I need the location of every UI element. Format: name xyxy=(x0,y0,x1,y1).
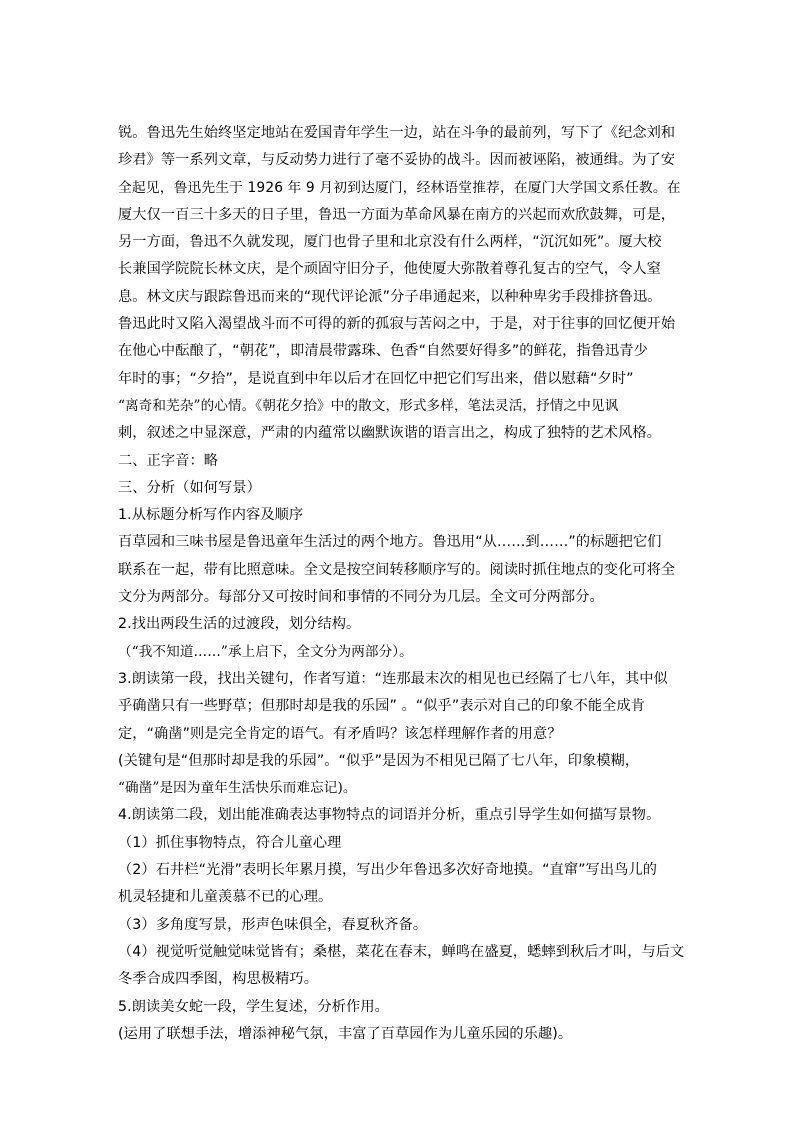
text-line: 4.朗读第二段，划出能准确表达事物特点的词语并分析，重点引导学生如何描写景物。 xyxy=(118,807,661,824)
text-line: （3）多角度写景，形声色味俱全，春夏秋齐备。 xyxy=(118,916,428,933)
text-line: 百草园和三味书屋是鲁迅童年生活过的两个地方。鲁迅用“从……到……”的标题把它们 xyxy=(118,534,662,551)
text-line: 鲁迅此时又陷入渴望战斗而不可得的新的孤寂与苦闷之中，于是，对于往事的回忆便开始 xyxy=(118,316,676,333)
text-line: 2.找出两段生活的过渡段，划分结构。 xyxy=(118,616,361,633)
text-line: （4）视觉听觉触觉味觉皆有；桑椹，菜花在春末，蝉鸣在盛夏，蟋蟀到秋后才叫，与后文 xyxy=(118,943,684,960)
text-line: “离奇和芜杂”的心情。《朝花夕拾》中的散文，形式多样，笔法灵活，抒情之中见讽 xyxy=(118,397,619,414)
text-line: 锐。鲁迅先生始终坚定地站在爱国青年学生一边，站在斗争的最前列，写下了《纪念刘和 xyxy=(118,125,676,141)
text-line: 文分为两部分。每部分又可按时间和事情的不同分为几层。全文可分两部分。 xyxy=(118,589,604,606)
text-line: 珍君》等一系列文章，与反动势力进行了毫不妥协的战斗。因而被诬陷，被通缉。为了安 xyxy=(118,152,676,169)
text-line: (运用了联想手法，增添神秘气氛，丰富了百草园作为儿童乐园的乐趣)。 xyxy=(118,1025,573,1042)
text-line: 年时的事；“夕拾”，是说直到中年以后才在回忆中把它们写出来，借以慰藉“夕时” xyxy=(118,370,634,387)
text-line: 刺，叙述之中显深意，严肃的内蕴常以幽默诙谐的语言出之，构成了独特的艺术风格。 xyxy=(118,425,661,442)
text-line: （1）抓住事物特点，符合儿童心理 xyxy=(118,834,342,851)
text-line: (关键句是“但那时却是我的乐园”。“似乎”是因为不相见已隔了七八年，印象模糊， xyxy=(118,752,640,769)
text-line: 乎确凿只有一些野草；但那时却是我的乐园” 。“似乎”表示对自己的印象不能全成肯 xyxy=(118,698,646,715)
text-line: （2）石井栏“光滑”表明长年累月摸，写出少年鲁迅多次好奇地摸。“直窜”写出鸟儿的 xyxy=(118,862,657,879)
text-line: 息。林文庆与跟踪鲁迅而来的“现代评论派”分子串通起来，以种种卑劣手段排挤鲁迅。 xyxy=(118,288,662,305)
text-line: 在他心中酝酿了，“朝花”，即清晨带露珠、色香“自然要好得多”的鲜花，指鲁迅青少 xyxy=(118,343,648,360)
text-line: 另一方面，鲁迅不久就发现，厦门也骨子里和北京没有什么两样，“沉沉如死”。厦大校 xyxy=(118,234,662,251)
text-line: 长兼国学院院长林文庆，是个顽固守旧分子，他使厦大弥散着尊孔复古的空气，令人窒 xyxy=(118,261,661,278)
text-line: 二、正字音：略 xyxy=(118,452,219,469)
text-line: “确凿”是因为童年生活快乐而难忘记)。 xyxy=(118,780,357,797)
text-line: 全起见，鲁迅先生于 1926 年 9 月初到达厦门，经林语堂推荐，在厦门大学国文系任教。在 xyxy=(118,179,681,196)
document-body xyxy=(118,120,684,1048)
text-line: 冬季合成四季图，构思极精巧。 xyxy=(118,971,319,988)
text-line: 3.朗读第一段，找出关键句，作者写道：“连那最末次的相见也已经隔了七八年，其中似 xyxy=(118,670,668,687)
text-line: 联系在一起，带有比照意味。全文是按空间转移顺序写的。阅读时抓住地点的变化可将全 xyxy=(118,561,676,578)
text-line: 三、分析（如何写景） xyxy=(118,479,261,496)
text-line: 厦大仅一百三十多天的日子里，鲁迅一方面为革命风暴在南方的兴起而欢欣鼓舞，可是， xyxy=(118,206,676,223)
text-line: （“我不知道……”承上启下，全文分为两部分）。 xyxy=(118,643,413,660)
text-line: 5.朗读美女蛇一段，学生复述，分析作用。 xyxy=(118,998,389,1015)
text-line: 1.从标题分析写作内容及顺序 xyxy=(118,507,304,524)
text-line: 机灵轻捷和儿童羡慕不已的心理。 xyxy=(118,889,333,906)
text-line: 定，“确凿”则是完全肯定的语气。有矛盾吗？该怎样理解作者的用意？ xyxy=(118,725,562,742)
